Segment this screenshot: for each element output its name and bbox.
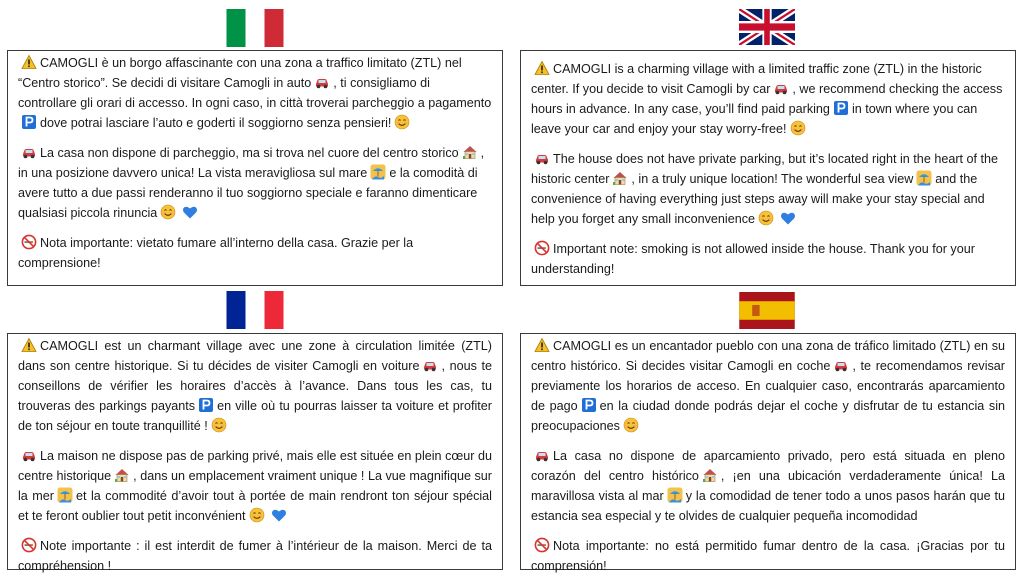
smiling-face-icon — [790, 120, 806, 136]
blue-heart-icon — [182, 204, 198, 220]
french-paragraph-1: CAMOGLI est un charmant village avec une zone à circulation limitée (ZTL) dans son centre historique. Si tu décides de visiter Camogli en voiture , nous te conseillons de vérifier les horaires d’accès à l’avance. Dans tous les cas, tu trouveras des parkings payants en ville où tu pourras laisser ta voiture et profiter de ton séjour en toute tranquillité ! — [18, 339, 493, 433]
smiling-face-icon — [758, 210, 774, 226]
spanish-text-panel — [520, 333, 1016, 573]
warning-icon — [21, 54, 37, 70]
no-smoking-icon — [534, 240, 550, 256]
spanish-flag — [738, 292, 796, 329]
spanish-paragraph-1: CAMOGLI es un encantador pueblo con una zona de tráfico limitado (ZTL) en su centro histórico. Si decides visitar Camogli en coche , te recomendamos revisar previamente los horarios de acceso. En cualquier caso, encontrarás aparcamiento de pago en la ciudad donde podrás dejar el coche y disfrutar de tu estancia sin preocupaciones — [531, 339, 1005, 433]
english-paragraph-2: The house does not have private parking, but it’s located right in the heart of the historic center , in a truly unique location! The wonderful sea view and the convenience of having everything just steps away will make your stay special and help you forget any small inconvenience — [531, 152, 999, 226]
beach-umbrella-icon — [667, 487, 683, 503]
car-icon — [422, 357, 438, 373]
smiling-face-icon — [394, 114, 410, 130]
french-paragraph-3: Note importante : il est interdit de fumer à l’intérieur de la maison. Merci de ta compréhension ! — [18, 539, 492, 573]
car-icon — [21, 144, 37, 160]
english-paragraph-3: Important note: smoking is not allowed inside the house. Thank you for your understanding! — [531, 242, 975, 276]
beach-umbrella-icon — [57, 487, 73, 503]
english-text-panel — [520, 50, 1016, 286]
no-smoking-icon — [21, 537, 37, 553]
house-icon — [462, 144, 478, 160]
beach-umbrella-icon — [370, 164, 386, 180]
house-icon — [114, 467, 130, 483]
warning-icon — [534, 60, 550, 76]
italian-paragraph-3: Nota importante: vietato fumare all’interno della casa. Grazie per la comprensione! — [18, 236, 414, 270]
spanish-paragraph-2: La casa no dispone de aparcamiento privado, pero está situada en pleno corazón del centro histórico , ¡en una ubicación verdaderamente única! La maravillosa vista al mar y la comodidad de tener todo a unos pasos harán que tu estancia sea especial y te olvides de cualquier pequeña incomodidad — [531, 449, 1005, 523]
car-icon — [773, 80, 789, 96]
car-icon — [314, 74, 330, 90]
italian-paragraph-2: La casa non dispone di parcheggio, ma si trova nel cuore del centro storico , in una posizione davvero unica! La vista meravigliosa sul mare e la comodità di avere tutto a due passi renderanno il tuo soggiorno speciale e faranno dimenticare qualsiasi piccola rinuncia — [18, 146, 485, 220]
beach-umbrella-icon — [916, 170, 932, 186]
uk-flag — [739, 9, 795, 45]
smiling-face-icon — [160, 204, 176, 220]
car-icon — [833, 357, 849, 373]
blue-heart-icon — [271, 507, 287, 523]
parking-icon — [833, 100, 849, 116]
blue-heart-icon — [780, 210, 796, 226]
house-icon — [612, 170, 628, 186]
warning-icon — [21, 337, 37, 353]
parking-icon — [21, 114, 37, 130]
car-icon — [534, 447, 550, 463]
no-smoking-icon — [21, 234, 37, 250]
smiling-face-icon — [249, 507, 265, 523]
italian-flag — [226, 9, 284, 47]
italian-text-panel — [7, 50, 503, 286]
italian-paragraph-1: CAMOGLI è un borgo affascinante con una zona a traffico limitato (ZTL) nel “Centro storico”. Se decidi di visitare Camogli in auto , ti consigliamo di controllare gli orari di accesso. In ogni caso, in città troverai parcheggio a pagamento dove potrai lasciare l’auto e goderti il soggiorno senza pensieri! — [18, 56, 492, 130]
car-icon — [534, 150, 550, 166]
house-icon — [702, 467, 718, 483]
french-flag — [226, 291, 284, 329]
car-icon — [21, 447, 37, 463]
french-paragraph-2: La maison ne dispose pas de parking privé, mais elle est située en plein cœur du centre historique , dans un emplacement vraiment unique ! La vue magnifique sur la mer et la commodité d’avoir tout à portée de main rendront ton séjour spécial et te feront oublier tout petit inconvénient — [18, 449, 492, 523]
smiling-face-icon — [211, 417, 227, 433]
parking-icon — [198, 397, 214, 413]
no-smoking-icon — [534, 537, 550, 553]
parking-icon — [581, 397, 597, 413]
spanish-paragraph-3: Nota importante: no está permitido fumar dentro de la casa. ¡Gracias por tu comprensión! — [531, 539, 1005, 573]
french-text-panel — [7, 333, 503, 573]
warning-icon — [534, 337, 550, 353]
smiling-face-icon — [623, 417, 639, 433]
english-paragraph-1: CAMOGLI is a charming village with a limited traffic zone (ZTL) in the historic center. If you decide to visit Camogli by car , we recommend checking the access hours in advance. In any case, you’ll find paid parking in town where you can leave your car and enjoy your stay worry-free! — [531, 62, 1003, 136]
